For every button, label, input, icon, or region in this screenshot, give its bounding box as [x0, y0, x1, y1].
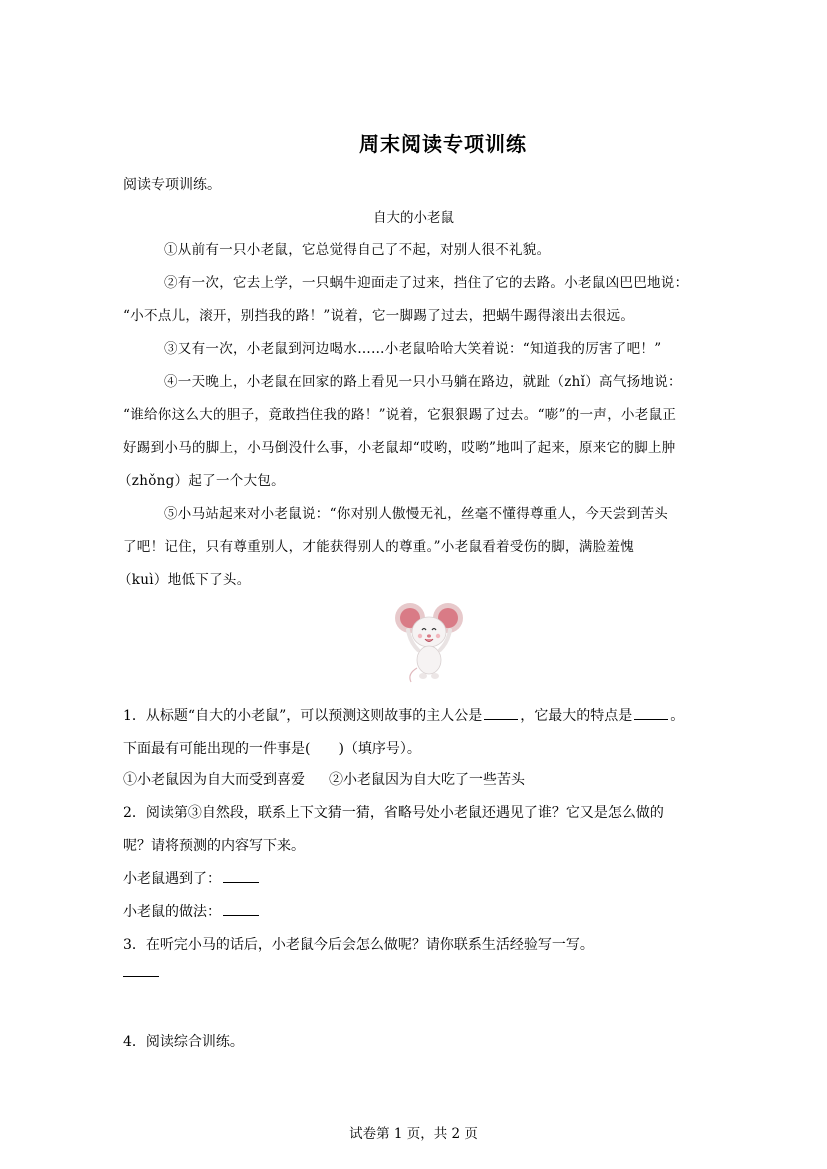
question-2-met-row	[123, 868, 261, 888]
did-label: 小老鼠的做法：	[123, 904, 221, 920]
page-footer: 试卷第 1 页，共 2 页	[349, 1126, 478, 1142]
question-2-line-2: 呢？请将预测的内容写下来。	[123, 838, 305, 854]
story-line: “小不点儿，滚开，别挡我的路！”说着，它一脚踢了过去，把蜗牛踢得滚出去很远。	[123, 308, 635, 324]
story-line: ①从前有一只小老鼠，它总觉得自己了不起，对别人很不礼貌。	[164, 242, 551, 258]
story-line: ⑤小马站起来对小老鼠说：“你对别人傲慢无礼，丝毫不懂得尊重人，今天尝到苦头	[164, 506, 669, 522]
mouse-illustration	[394, 598, 464, 684]
story-line: ④一天晚上，小老鼠在回家的路上看见一只小马躺在路边，就趾（zhǐ）高气扬地说：	[164, 374, 682, 390]
story-line: 好踢到小马的脚上，小马倒没什么事，小老鼠却“哎哟，哎哟”地叫了起来，原来它的脚上肿	[123, 440, 676, 456]
instruction-text: 阅读专项训练。	[123, 177, 221, 193]
question-1-text: 1．从标题“自大的小老鼠”，可以预测这则故事的主人公是	[123, 708, 483, 724]
question-4: 4．阅读综合训练。	[123, 1034, 244, 1050]
did-answer-blank[interactable]	[223, 901, 259, 916]
trait-answer-blank[interactable]	[634, 705, 668, 720]
question-2-did-row	[123, 901, 261, 921]
story-line: （kuì）地低下了头。	[118, 572, 251, 588]
story-line: 了吧！记住，只有尊重别人，才能获得别人的尊重。”小老鼠看着受伤的脚，满脸羞愧	[123, 539, 635, 555]
question-2-line-1: 2．阅读第③自然段，联系上下文猜一猜，省略号处小老鼠还遇见了谁？它又是怎么做的	[123, 805, 664, 821]
question-1-line-1	[123, 705, 684, 725]
question-1-option-1: ①小老鼠因为自大而受到喜爱	[123, 772, 305, 788]
protagonist-answer-blank[interactable]	[484, 705, 518, 720]
question-1-text: 。	[670, 708, 685, 724]
story-line: ②有一次，它去上学，一只蜗牛迎面走了过来，挡住了它的去路。小老鼠凶巴巴地说：	[164, 275, 689, 291]
question-1-option-2: ②小老鼠因为自大吃了一些苦头	[329, 772, 525, 788]
story-line: ③又有一次，小老鼠到河边喝水……小老鼠哈哈大笑着说：“知道我的厉害了吧！”	[164, 341, 662, 357]
question-1-text: ，它最大的特点是	[520, 708, 633, 724]
question-1-line-2: 下面最有可能出现的一件事是( )（填序号）。	[123, 741, 421, 757]
question-3: 3．在听完小马的话后，小老鼠今后会怎么做呢？请你联系生活经验写一写。	[123, 937, 594, 953]
page-title: 周末阅读专项训练	[359, 132, 527, 156]
story-line: “谁给你这么大的胆子，竟敢挡住我的路！”说着，它狠狠踢了过去。“嘭”的一声，小老鼠正	[123, 407, 677, 423]
met-answer-blank[interactable]	[223, 868, 259, 883]
story-title: 自大的小老鼠	[373, 210, 454, 226]
met-label: 小老鼠遇到了：	[123, 871, 221, 887]
story-line: （zhǒng）起了一个大包。	[118, 473, 285, 489]
question-3-answer-blank[interactable]	[123, 976, 159, 977]
